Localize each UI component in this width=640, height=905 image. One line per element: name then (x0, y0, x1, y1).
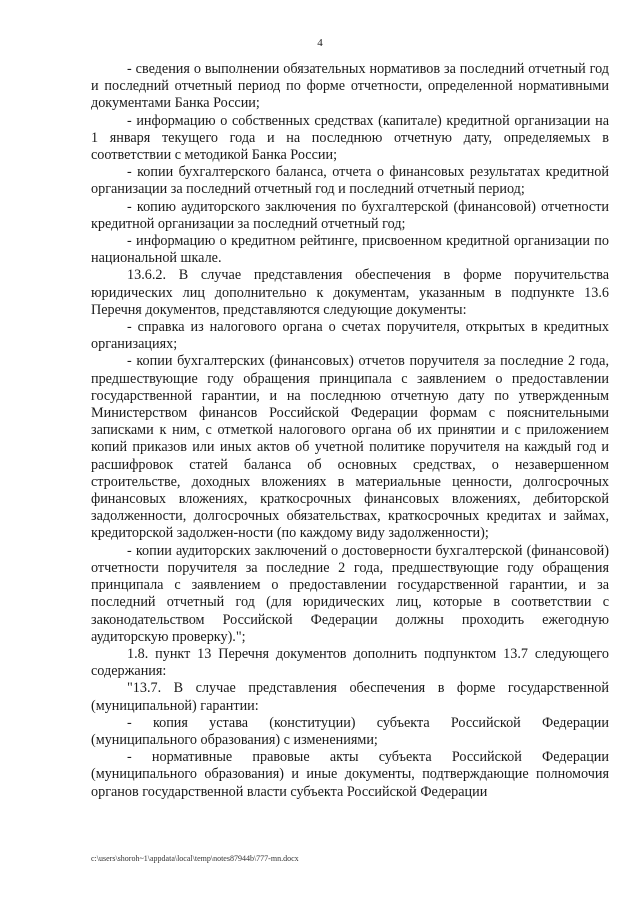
paragraph: - копии бухгалтерских (финансовых) отчетов поручителя за последние 2 года, предшествующие году обращения принципала с заявлением о предоставлении государственной гарантии, и на последнюю отчетную дату по утвержденным Министерством финансов Российской Федерации формам с пояснительными записками к ним, с отметкой налогового органа об их принятии и с приложением копий приказов или иных актов об учетной политике поручителя на каждый год и расшифровок статей баланса об основных средствах, о незавершенном строительстве, доходных вложениях в материальные ценности, долгосрочных финансовых вложениях, краткосрочных финансовых вложениях, дебиторской задолженности, долгосрочных обязательствах, краткосрочных кредитах и займах, кредиторской задолжен-ности (по каждому виду задолженности); (91, 353, 609, 542)
paragraph: - копии бухгалтерского баланса, отчета о финансовых результатах кредитной организации за последний отчетный год и последний отчетный период; (91, 164, 609, 198)
paragraph: 1.8. пункт 13 Перечня документов дополнить подпунктом 13.7 следующего содержания: (91, 645, 609, 680)
paragraph: - справка из налогового органа о счетах поручителя, открытых в кредитных организациях; (91, 319, 609, 353)
document-body (91, 61, 609, 801)
page-number: 4 (317, 37, 323, 49)
paragraph: - копию аудиторского заключения по бухгалтерской (финансовой) отчетности кредитной организации за последний отчетный год; (91, 198, 609, 232)
paragraph: 13.6.2. В случае представления обеспечения в форме поручительства юридических лиц дополнительно к документам, указанным в подпункте 13.6 Перечня документов, представляются следующие документы: (91, 267, 609, 318)
paragraph: - нормативные правовые акты субъекта Российской Федерации (муниципального образования) и иные документы, подтверждающие полномочия органов государственной власти субъекта Российской Федерации (91, 749, 609, 800)
paragraph: - информацию о кредитном рейтинге, присвоенном кредитной организации по национальной шкале. (91, 233, 609, 267)
paragraph: - копии аудиторских заключений о достоверности бухгалтерской (финансовой) отчетности поручителя за последние 2 года, предшествующие году обращения принципала с заявлением о предоставлении государственной гарантии, и за последний отчетный год (для юридических лиц, которые в соответствии с законодательством Российской Федерации должны проходить ежегодную аудиторскую проверку)."; (91, 542, 609, 645)
footer-file-path: c:\users\shoroh~1\appdata\local\temp\notes87944b\777-mn.docx (91, 854, 299, 863)
paragraph: - сведения о выполнении обязательных нормативов за последний отчетный год и последний отчетный период по форме отчетности, определенной нормативными документами Банка России; (91, 61, 609, 112)
paragraph: - информацию о собственных средствах (капитале) кредитной организации на 1 января текущего года и на последнюю отчетную дату, определяемых в соответствии с методикой Банка России; (91, 112, 609, 164)
paragraph: - копия устава (конституции) субъекта Российской Федерации (муниципального образования) с изменениями; (91, 714, 609, 748)
paragraph: "13.7. В случае представления обеспечения в форме государственной (муниципальной) гарантии: (91, 680, 609, 714)
